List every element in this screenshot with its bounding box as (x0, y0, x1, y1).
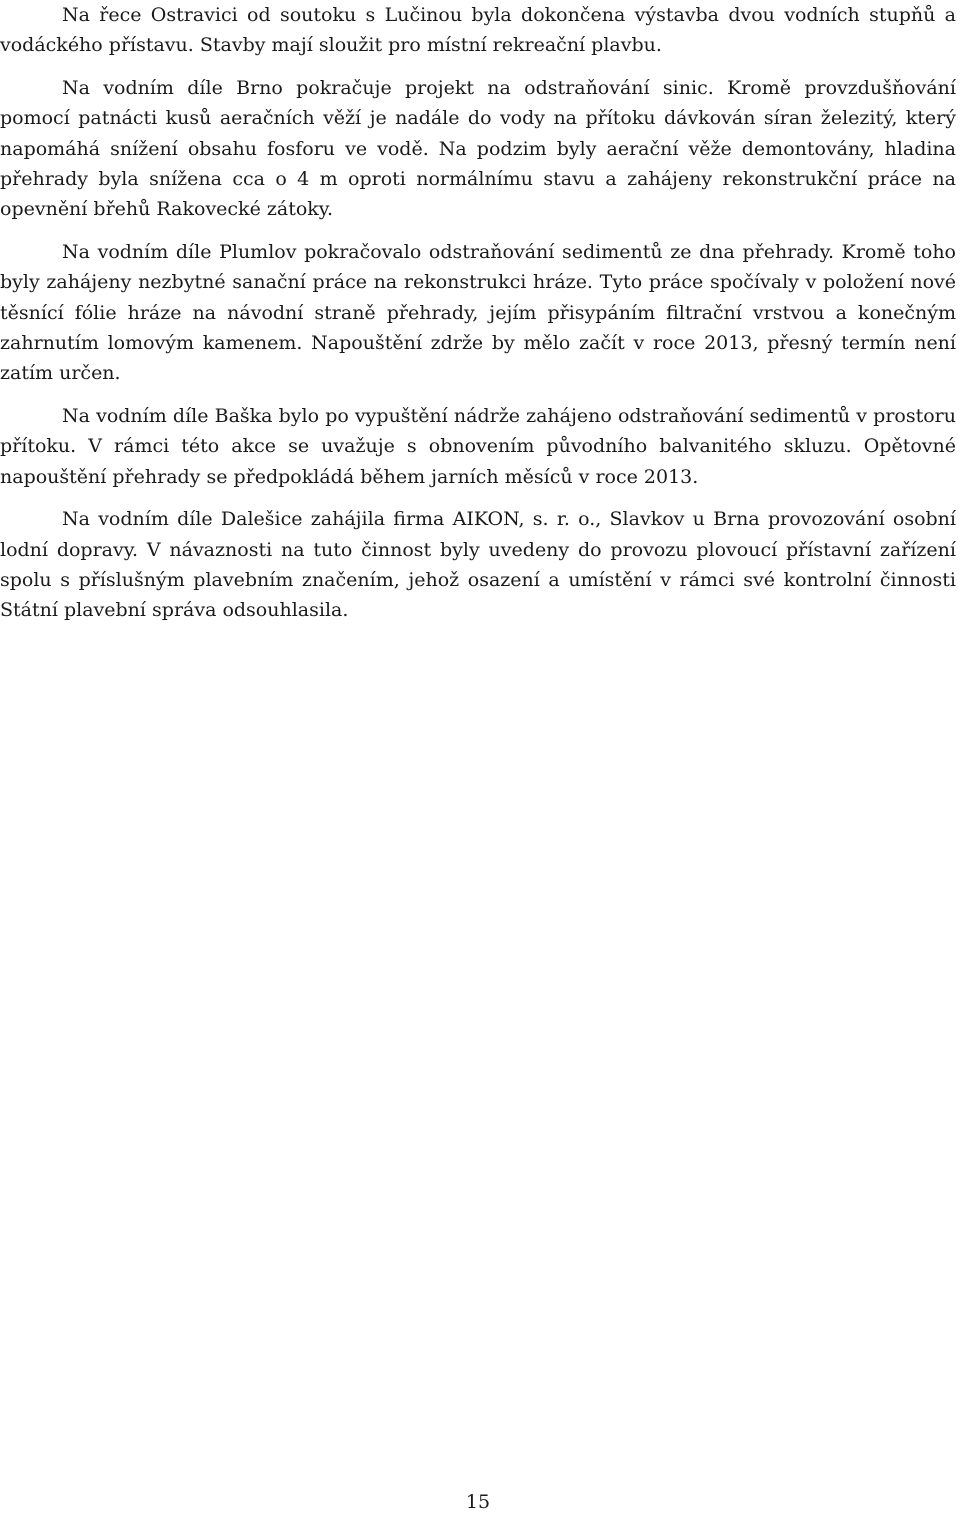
paragraph-ostravice: Na řece Ostravici od soutoku s Lučinou byla dokončena výstavba dvou vodních stupňů a vodáckého přístavu. Stavby mají sloužit pro místní rekreační plavbu. (0, 4, 956, 57)
page-number: 15 (465, 1491, 491, 1513)
paragraph-brno: Na vodním díle Brno pokračuje projekt na odstraňování sinic. Kromě provzdušňování pomocí patnácti kusů aeračních věží je nadále do vody na přítoku dávkován síran železitý, který napomáhá snížení obsahu fosforu ve vodě. Na podzim byly aerační věže demontovány, hladina přehrady byla snížena cca o 4 m oproti normálnímu stavu a zahájeny rekonstrukční práce na opevnění břehů Rakovecké zátoky. (0, 76, 956, 221)
paragraph-baska: Na vodním díle Baška bylo po vypuštění nádrže zahájeno odstraňování sedimentů v prostoru přítoku. V rámci této akce se uvažuje s obnovením původního balvanitého skluzu. Opětovné napouštění přehrady se předpokládá během jarních měsíců v roce 2013. (0, 404, 956, 488)
paragraph-dalesice: Na vodním díle Dalešice zahájila firma AIKON, s. r. o., Slavkov u Brna provozování osobní lodní dopravy. V návaznosti na tuto činnost byly uvedeny do provozu plovoucí přístavní zařízení spolu s příslušným plavebním značením, jehož osazení a umístění v rámci své kontrolní činnosti Státní plavební správa odsouhlasila. (0, 508, 956, 622)
body-text (0, 0, 956, 626)
paragraph-plumlov: Na vodním díle Plumlov pokračovalo odstraňování sedimentů ze dna přehrady. Kromě toho byly zahájeny nezbytné sanační práce na rekonstrukci hráze. Tyto práce spočívaly v položení nové těsnící fólie hráze na návodní straně přehrady, jejím přisypáním filtrační vrstvou a konečným zahrnutím lomovým kamenem. Napouštění zdrže by mělo začít v roce 2013, přesný termín není zatím určen. (0, 240, 956, 385)
